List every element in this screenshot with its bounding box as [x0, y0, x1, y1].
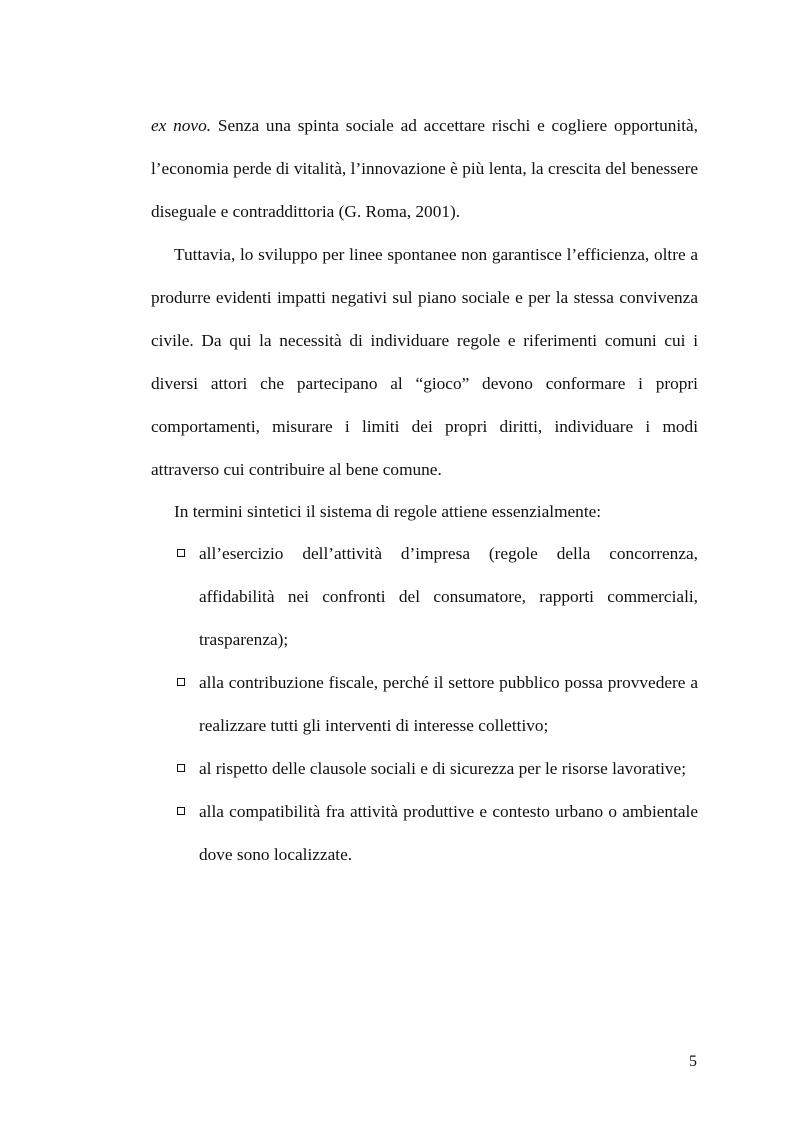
- paragraph-1-text: Senza una spinta sociale ad accettare rischi e cogliere opportunità, l’economia perde di vitalità, l’innovazione è più lenta, la crescita del benessere diseguale e contraddittoria (G. Roma, 2001).: [151, 116, 698, 221]
- paragraph-3: In termini sintetici il sistema di regole attiene essenzialmente:: [174, 502, 602, 521]
- square-bullet-icon: [177, 549, 185, 557]
- square-bullet-icon: [177, 807, 185, 815]
- list-item-text: alla contribuzione fiscale, perché il settore pubblico possa provvedere a realizzare tutti gli interventi di interesse collettivo;: [199, 673, 698, 735]
- rules-list: [151, 532, 698, 876]
- list-item-text: alla compatibilità fra attività produttive e contesto urbano o ambientale dove sono localizzate.: [199, 802, 698, 864]
- list-item-text: al rispetto delle clausole sociali e di sicurezza per le risorse lavorative;: [199, 759, 687, 778]
- italic-lead: ex novo.: [151, 116, 212, 135]
- list-item-text: all’esercizio dell’attività d’impresa (regole della concorrenza, affidabilità nei confronti del consumatore, rapporti commerciali, trasparenza);: [199, 544, 698, 649]
- list-item: [151, 790, 698, 876]
- paragraph-1: [151, 104, 698, 233]
- square-bullet-icon: [177, 678, 185, 686]
- list-item: [151, 747, 698, 790]
- paragraph-2: Tuttavia, lo sviluppo per linee spontanee non garantisce l’efficienza, oltre a produrre evidenti impatti negativi sul piano sociale e per la stessa convivenza civile. Da qui la necessità di individuare regole e riferimenti comuni cui i diversi attori che partecipano al “gioco” devono conformare i propri comportamenti, misurare i limiti dei propri diritti, individuare i modi attraverso cui contribuire al bene comune.: [151, 245, 698, 479]
- page-number: 5: [689, 1053, 697, 1070]
- square-bullet-icon: [177, 764, 185, 772]
- list-item: [151, 661, 698, 747]
- list-item: [151, 532, 698, 661]
